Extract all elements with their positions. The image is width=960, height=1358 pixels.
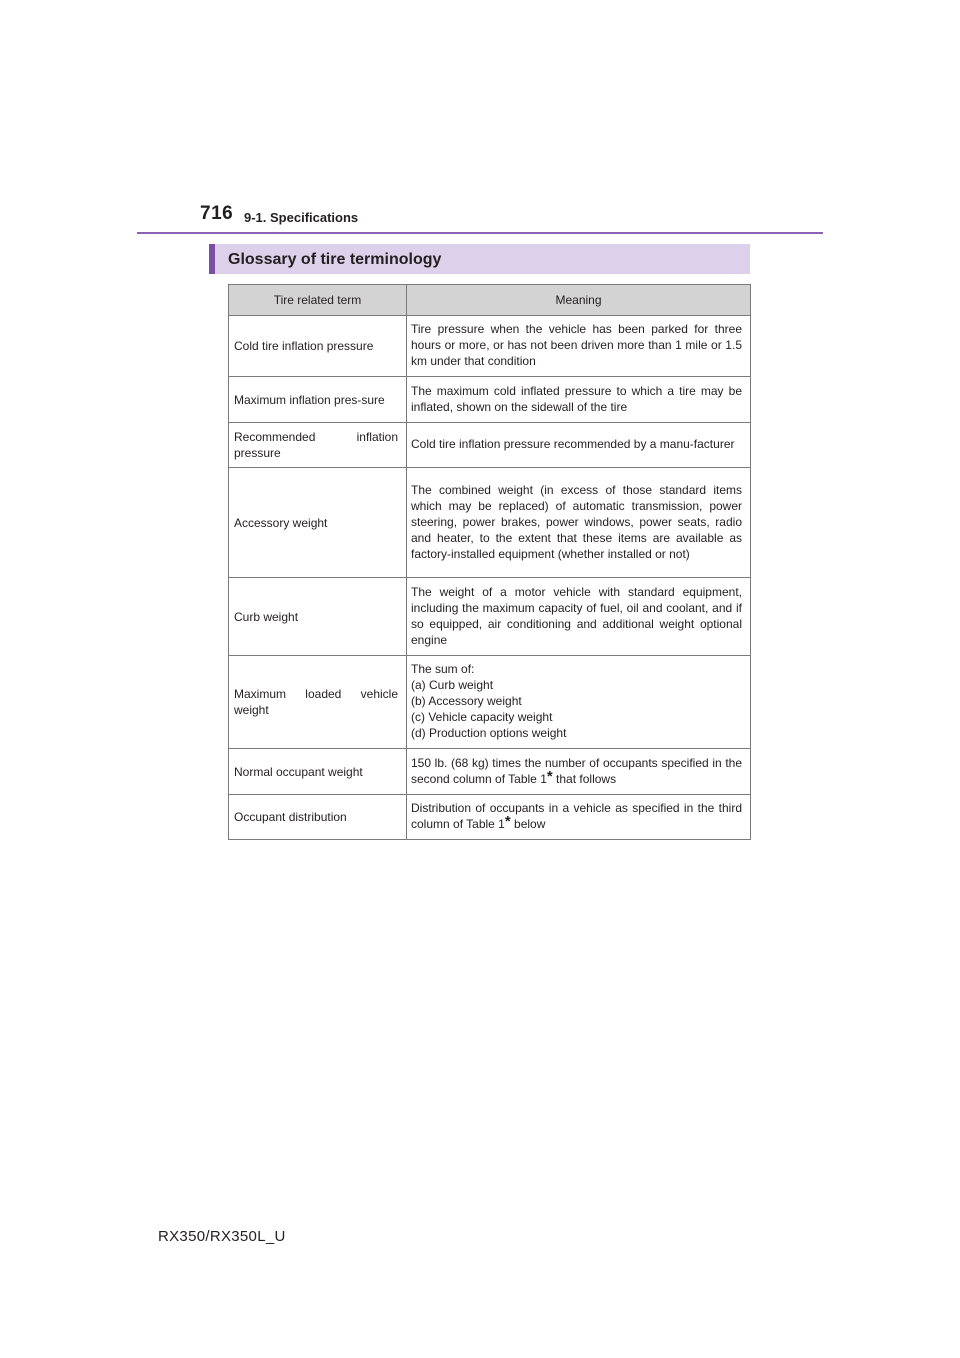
header-divider [137, 232, 823, 234]
footer-model: RX350/RX350L_U [158, 1228, 286, 1245]
term-cell: Recommended inflation pressure [229, 423, 407, 468]
table-row [229, 795, 751, 840]
term-cell: Occupant distribution [229, 795, 407, 840]
meaning-text: 150 lb. (68 kg) times the number of occupants specified in the second column of Table 1 [411, 755, 742, 786]
column-header-term: Tire related term [229, 285, 407, 316]
glossary-heading-bar [209, 244, 750, 274]
term-cell: Maximum loaded vehicle weight [229, 656, 407, 749]
table-row [229, 316, 751, 377]
term-cell: Cold tire inflation pressure [229, 316, 407, 377]
term-cell: Accessory weight [229, 468, 407, 578]
column-header-meaning: Meaning [407, 285, 751, 316]
glossary-heading: Glossary of tire terminology [228, 251, 442, 268]
term-cell: Curb weight [229, 578, 407, 656]
sum-item: (b) Accessory weight [411, 694, 522, 708]
table-header-row [229, 285, 751, 316]
sum-item: (c) Vehicle capacity weight [411, 710, 553, 724]
table-row [229, 578, 751, 656]
page-number: 716 [200, 203, 234, 224]
meaning-text-end: below [510, 817, 546, 831]
meaning-text-end: that follows [552, 771, 617, 786]
meaning-cell: The maximum cold inflated pressure to which a tire may be inflated, shown on the sidewall of the tire [407, 377, 751, 423]
meaning-cell [407, 795, 751, 840]
footnote-mark: * [546, 767, 553, 785]
table-row [229, 423, 751, 468]
meaning-cell: The weight of a motor vehicle with standard equipment, including the maximum capacity of fuel, oil and coolant, and if so equipped, air conditioning and additional weight optional engine [407, 578, 751, 656]
section-title: 9-1. Specifications [244, 210, 359, 225]
sum-intro: The sum of: [411, 662, 475, 676]
table-row [229, 656, 751, 749]
sum-item: (d) Production options weight [411, 726, 567, 740]
table-row [229, 377, 751, 423]
term-cell: Maximum inflation pres-sure [229, 377, 407, 423]
meaning-text: Distribution of occupants in a vehicle as specified in the third column of Table 1 [411, 801, 742, 831]
table-row [229, 749, 751, 795]
glossary-table [228, 284, 751, 840]
meaning-cell [407, 749, 751, 795]
sum-item: (a) Curb weight [411, 678, 494, 692]
footnote-mark: * [504, 813, 511, 830]
meaning-cell: Cold tire inflation pressure recommended by a manu-facturer [407, 423, 751, 468]
term-cell: Normal occupant weight [229, 749, 407, 795]
meaning-cell: Tire pressure when the vehicle has been parked for three hours or more, or has not been driven more than 1 mile or 1.5 km under that condition [407, 316, 751, 377]
table-row [229, 468, 751, 578]
meaning-cell: The combined weight (in excess of those standard items which may be replaced) of automatic transmission, power steering, power brakes, power windows, power seats, radio and heater, to the extent that these items are available as factory-installed equipment (whether installed or not) [407, 468, 751, 578]
meaning-cell [407, 656, 751, 749]
